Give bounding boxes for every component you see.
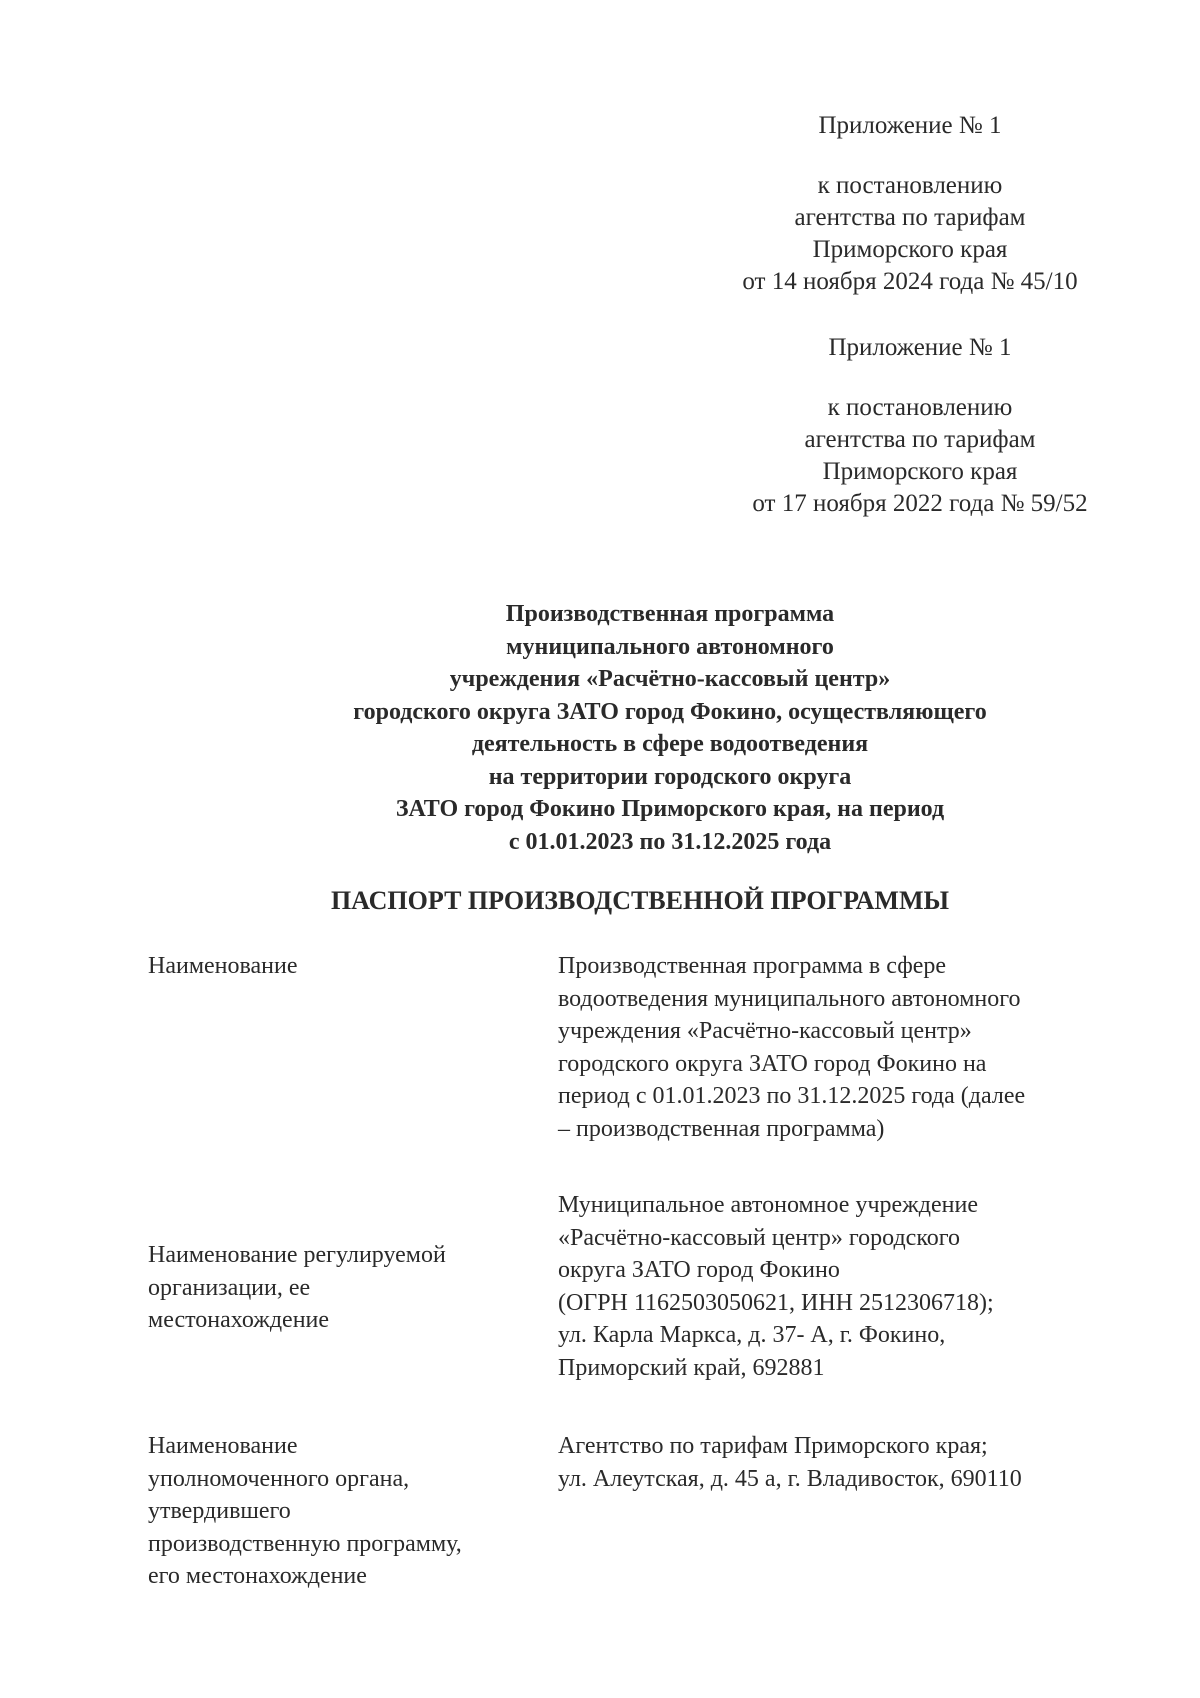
label-line: производственную программу, <box>148 1530 462 1557</box>
passport-row-authority <box>148 1430 1128 1593</box>
passport-row-label <box>148 1430 558 1593</box>
label-line: местонахождение <box>148 1307 330 1333</box>
value-line: Муниципальное автономное учреждение <box>558 1192 978 1218</box>
program-title-line: городского округа ЗАТО город Фокино, осуществляющего <box>353 698 987 725</box>
program-title-line: на территории городского округа <box>488 763 852 790</box>
value-line: «Расчётно-кассовый центр» городского <box>558 1224 960 1251</box>
value-line: городского округа ЗАТО город Фокино на <box>558 1050 987 1077</box>
label-line: организации, ее <box>148 1274 311 1301</box>
value-line: ул. Карла Маркса, д. 37- А, г. Фокино, <box>558 1322 946 1348</box>
appendix-line: агентства по тарифам <box>794 204 1026 231</box>
appendix-block-previous <box>730 332 1110 520</box>
label-line: Наименование регулируемой <box>148 1242 446 1268</box>
appendix-line: к постановлению <box>817 172 1003 199</box>
value-line: Производственная программа в сфере <box>558 953 947 979</box>
appendix-number: Приложение № 1 <box>828 334 1012 361</box>
appendix-date-line: от 14 ноября 2024 года № 45/10 <box>742 268 1078 295</box>
value-line: Агентство по тарифам Приморского края; <box>558 1433 988 1459</box>
passport-row-organization <box>148 1189 1128 1384</box>
value-line: ул. Алеутская, д. 45 а, г. Владивосток, 690110 <box>558 1465 1022 1492</box>
appendix-line: агентства по тарифам <box>804 426 1036 453</box>
appendix-line: Приморского края <box>822 458 1018 485</box>
value-line: Приморский край, 692881 <box>558 1354 825 1381</box>
label-line: уполномоченного органа, <box>148 1465 410 1492</box>
label-line: утвердившего <box>148 1498 291 1524</box>
value-line: (ОГРН 1162503050621, ИНН 2512306718); <box>558 1289 994 1316</box>
program-title-line: учреждения «Расчётно-кассовый центр» <box>449 666 891 692</box>
passport-row-value <box>558 1189 1118 1384</box>
program-title-line: деятельность в сфере водоотведения <box>471 731 869 757</box>
program-title-line: Производственная программа <box>505 601 835 627</box>
program-title-line: муниципального автономного <box>506 633 834 660</box>
appendix-line: Приморского края <box>812 236 1008 263</box>
value-line: водоотведения муниципального автономного <box>558 985 1021 1012</box>
appendix-line: к постановлению <box>827 394 1013 421</box>
label-line: Наименование <box>148 1433 298 1459</box>
passport-row-value <box>558 1430 1118 1495</box>
value-line: учреждения «Расчётно-кассовый центр» <box>558 1018 972 1044</box>
program-title-line: ЗАТО город Фокино Приморского края, на период <box>395 796 945 822</box>
value-line: округа ЗАТО город Фокино <box>558 1257 840 1283</box>
label-line: его местонахождение <box>148 1563 367 1589</box>
label-line: Наименование <box>148 953 298 979</box>
passport-row-value <box>558 950 1118 1145</box>
program-title-line: с 01.01.2023 по 31.12.2025 года <box>508 828 832 855</box>
passport-row-name <box>148 950 1128 1145</box>
passport-heading: ПАСПОРТ ПРОИЗВОДСТВЕННОЙ ПРОГРАММЫ <box>330 886 950 915</box>
passport-table <box>148 950 1128 1593</box>
appendix-date-line: от 17 ноября 2022 года № 59/52 <box>752 490 1088 517</box>
value-line: – производственная программа) <box>558 1115 885 1142</box>
passport-row-label <box>148 1189 558 1337</box>
appendix-number: Приложение № 1 <box>818 112 1002 139</box>
passport-row-label <box>148 950 558 983</box>
program-title <box>250 598 1090 858</box>
appendix-block-current <box>720 110 1100 298</box>
value-line: период с 01.01.2023 по 31.12.2025 года (далее <box>558 1083 1026 1109</box>
